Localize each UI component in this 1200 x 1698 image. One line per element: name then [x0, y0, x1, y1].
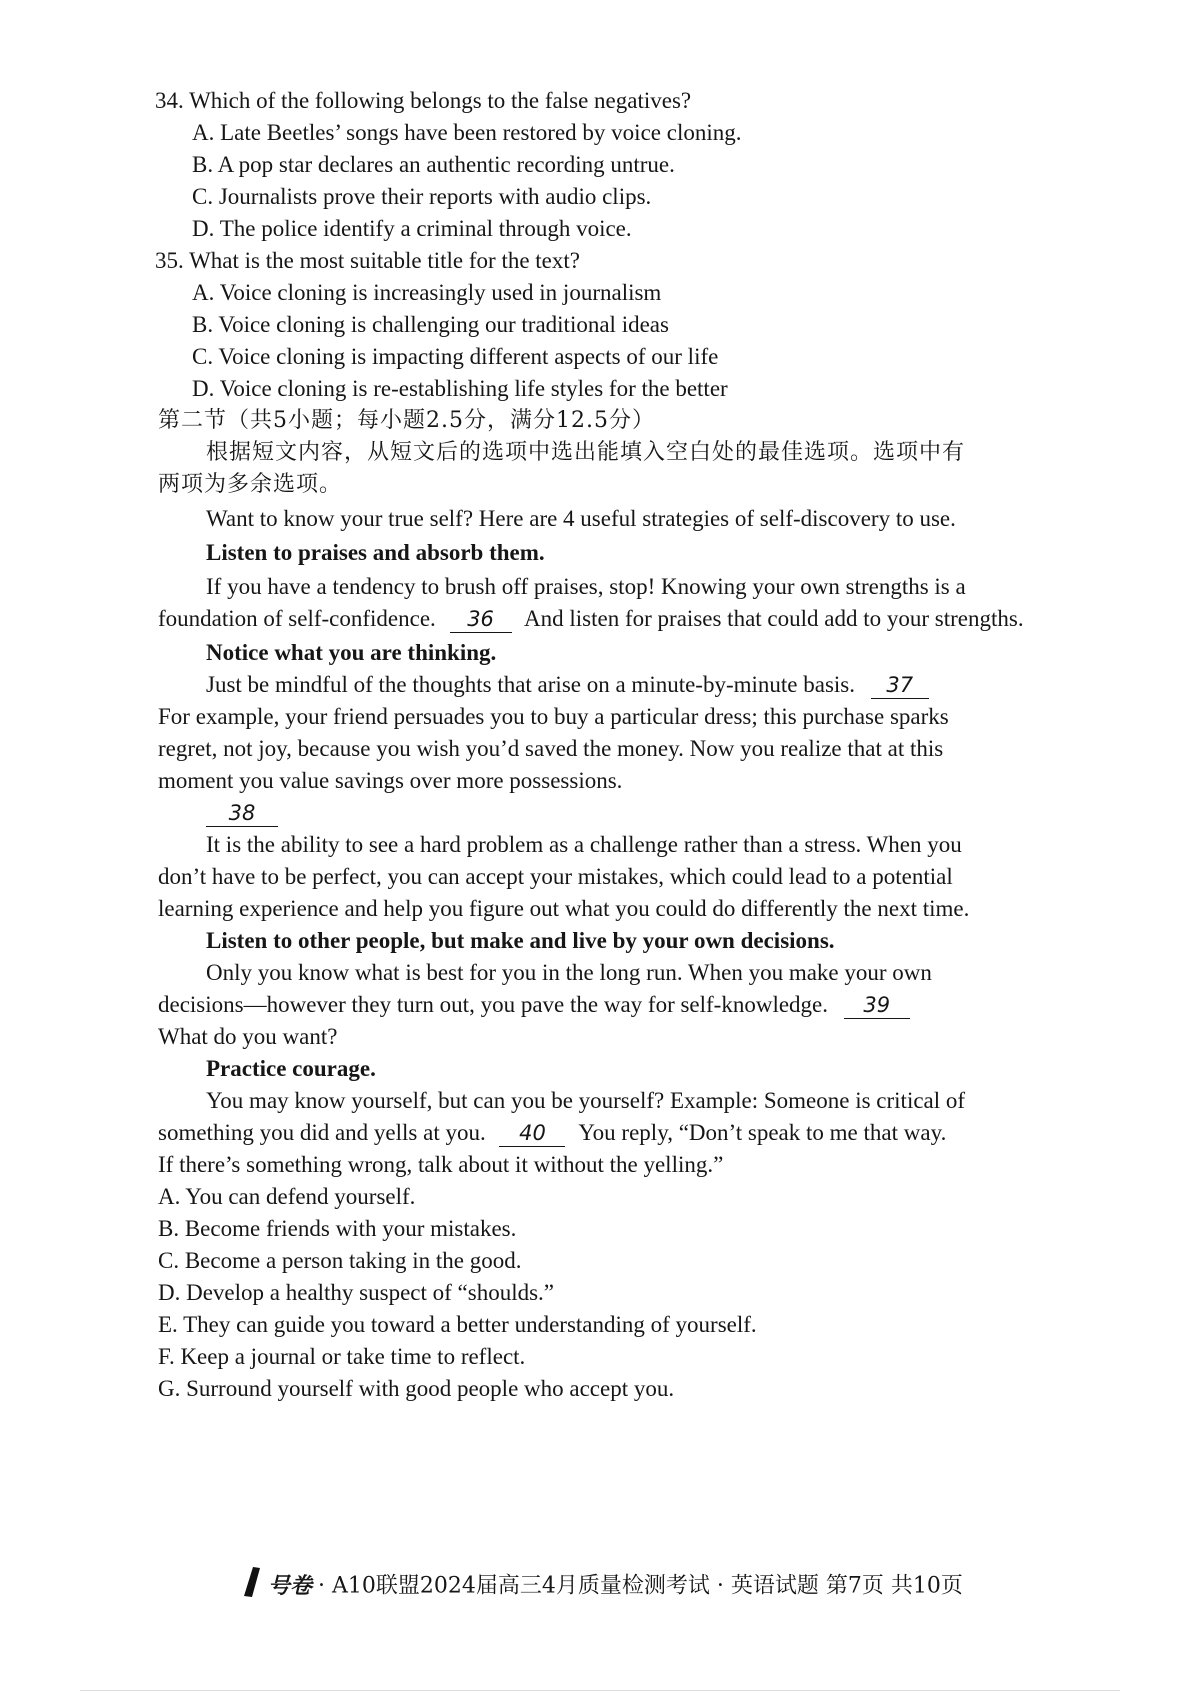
question-34-option-b: B. A pop star declares an authentic recording untrue. — [192, 152, 675, 177]
passage-p2-line3: regret, not joy, because you wish you’d saved the money. Now you realize that at this — [158, 736, 944, 761]
heading-courage: Practice courage. — [206, 1056, 376, 1081]
answer-option-d: D. Develop a healthy suspect of “shoulds.” — [158, 1280, 555, 1305]
heading-thinking: Notice what you are thinking. — [206, 640, 497, 665]
passage-p4-line3: What do you want? — [158, 1024, 338, 1049]
section-title: 第二节（共5小题；每小题2.5分，满分12.5分） — [158, 408, 655, 433]
question-35-option-c: C. Voice cloning is impacting different aspects of our life — [192, 344, 719, 369]
exam-logo — [240, 1565, 262, 1608]
passage-p3-line3: learning experience and help you figure out what you could do differently the next time. — [158, 896, 970, 921]
heading-blank-38 — [206, 798, 278, 828]
passage-p2-line4: moment you value savings over more possessions. — [158, 768, 623, 793]
answer-option-b: B. Become friends with your mistakes. — [158, 1216, 517, 1241]
passage-p1-line2 — [158, 604, 1024, 634]
blank-38 — [206, 800, 278, 827]
passage-p1-line1: If you have a tendency to brush off praises, stop! Knowing your own strengths is a — [206, 574, 966, 599]
blank-39-number: 39 — [863, 993, 891, 1017]
blank-39 — [844, 992, 910, 1019]
page-footer — [240, 1565, 963, 1608]
question-34-option-c: C. Journalists prove their reports with audio clips. — [192, 184, 652, 209]
question-35-stem: 35. What is the most suitable title for the text? — [155, 248, 580, 273]
question-34-option-a: A. Late Beetles’ songs have been restored by voice cloning. — [192, 120, 742, 145]
blank-38-number: 38 — [228, 801, 256, 825]
question-34-option-d: D. The police identify a criminal through voice. — [192, 216, 632, 241]
passage-p4-line2 — [158, 990, 910, 1020]
passage-p4-line1: Only you know what is best for you in the long run. When you make your own — [206, 960, 932, 985]
question-35-option-d: D. Voice cloning is re-establishing life styles for the better — [192, 376, 728, 401]
passage-p5-line1: You may know yourself, but can you be yourself? Example: Someone is critical of — [206, 1088, 966, 1113]
question-34-stem: 34. Which of the following belongs to the false negatives? — [155, 88, 692, 113]
question-35-option-b: B. Voice cloning is challenging our traditional ideas — [192, 312, 669, 337]
heading-decisions: Listen to other people, but make and live by your own decisions. — [206, 928, 835, 953]
passage-p3-line1: It is the ability to see a hard problem as a challenge rather than a stress. When you — [206, 832, 962, 857]
bottom-rule — [80, 1690, 1120, 1691]
blank-36 — [450, 606, 512, 633]
answer-option-a: A. You can defend yourself. — [158, 1184, 416, 1209]
passage-p2-line1 — [206, 670, 929, 700]
blank-37-number: 37 — [886, 673, 914, 697]
passage-p5-line2-end: You reply, “Don’t speak to me that way. — [578, 1120, 947, 1145]
blank-40-number: 40 — [519, 1121, 546, 1145]
answer-option-e: E. They can guide you toward a better understanding of yourself. — [158, 1312, 757, 1337]
blank-36-number: 36 — [467, 607, 494, 631]
blank-37 — [871, 672, 929, 699]
answer-option-g: G. Surround yourself with good people who accept you. — [158, 1376, 675, 1401]
passage-p4-line2-text: decisions—however they turn out, you pave the way for self-knowledge. — [158, 992, 829, 1017]
passage-p3-line2: don’t have to be perfect, you can accept your mistakes, which could lead to a potential — [158, 864, 953, 889]
passage-p1-line2-end: And listen for praises that could add to your strengths. — [524, 606, 1024, 631]
passage-p1-line2-start: foundation of self-confidence. — [158, 606, 436, 631]
passage-p2-line2: For example, your friend persuades you to buy a particular dress; this purchase sparks — [158, 704, 949, 729]
passage-p2-line1-text: Just be mindful of the thoughts that arise on a minute-by-minute basis. — [206, 672, 856, 697]
heading-praises: Listen to praises and absorb them. — [206, 540, 545, 565]
answer-option-f: F. Keep a journal or take time to reflect. — [158, 1344, 526, 1369]
answer-option-c: C. Become a person taking in the good. — [158, 1248, 522, 1273]
footer-text: · A10联盟2024届高三4月质量检测考试 · 英语试题 第7页 共10页 — [318, 1573, 963, 1599]
section-instruction-line2: 两项为多余选项。 — [158, 472, 343, 497]
question-35-option-a: A. Voice cloning is increasingly used in journalism — [192, 280, 662, 305]
passage-p5-line2 — [158, 1118, 946, 1148]
logo-brush-icon — [240, 1565, 262, 1599]
logo-text: 号卷 — [268, 1572, 313, 1599]
passage-p5-line3: If there’s something wrong, talk about it without the yelling.” — [158, 1152, 724, 1177]
section-instruction-line1: 根据短文内容，从短文后的选项中选出能填入空白处的最佳选项。选项中有 — [206, 440, 966, 465]
passage-intro: Want to know your true self? Here are 4 useful strategies of self-discovery to use. — [206, 506, 956, 531]
blank-40 — [499, 1120, 565, 1147]
passage-p5-line2-start: something you did and yells at you. — [158, 1120, 486, 1145]
